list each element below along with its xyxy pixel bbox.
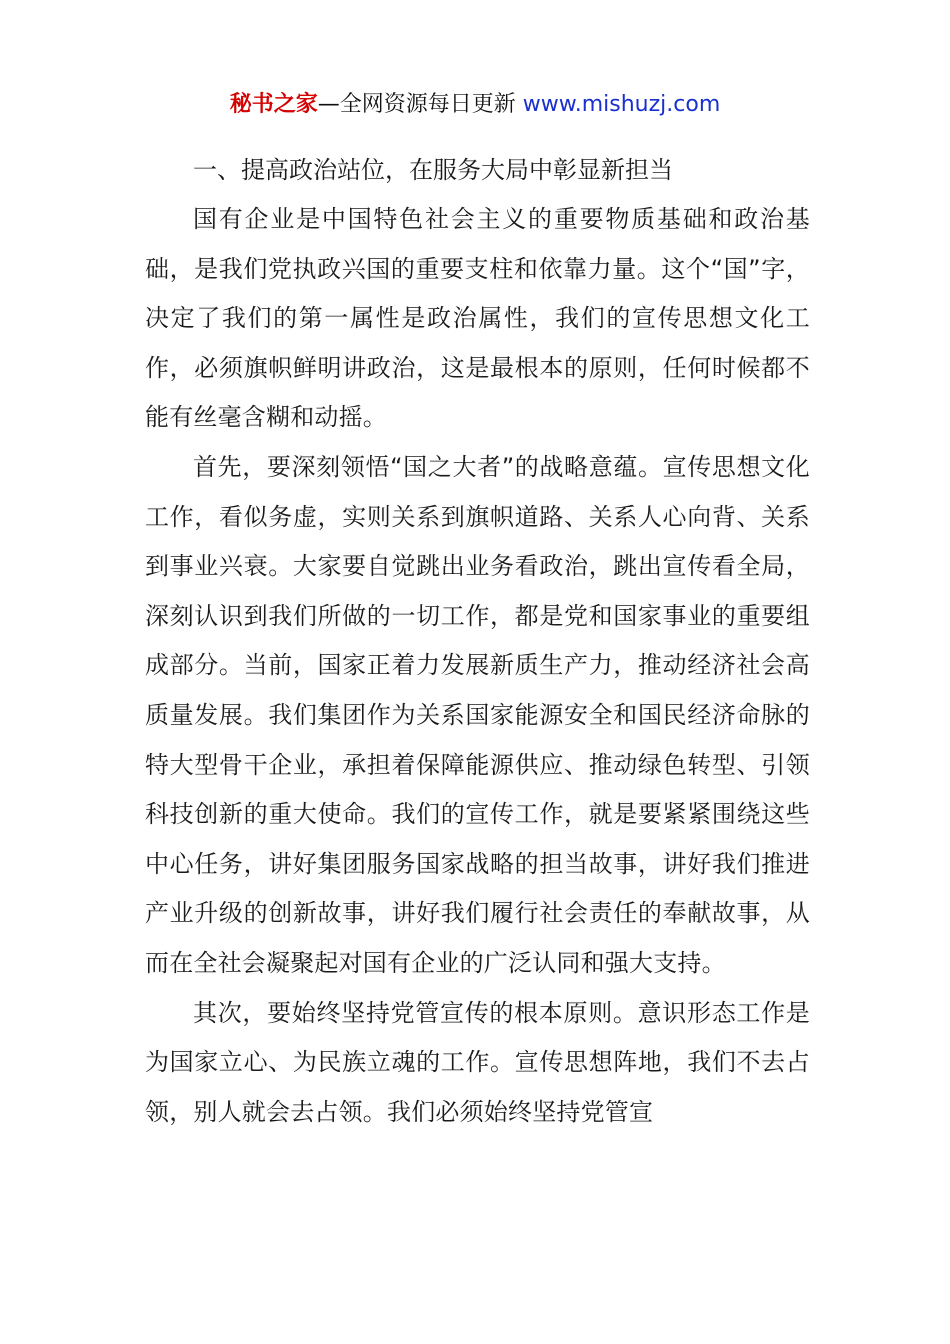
header-tagline: —全网资源每日更新 <box>317 92 516 117</box>
paragraph-1: 国有企业是中国特色社会主义的重要物质基础和政治基础，是我们党执政兴国的重要支柱和依靠力量。这个“国”字，决定了我们的第一属性是政治属性，我们的宣传思想文化工作，必须旗帜鲜明讲政治，这是最根本的原则，任何时候都不能有丝毫含糊和动摇。 <box>145 205 810 432</box>
paragraph-3: 其次，要始终坚持党管宣传的根本原则。意识形态工作是为国家立心、为民族立魂的工作。宣传思想阵地，我们不去占领，别人就会去占领。我们必须始终坚持党管宣 <box>145 998 810 1126</box>
paragraph-2: 首先，要深刻领悟“国之大者”的战略意蕴。宣传思想文化工作，看似务虚，实则关系到旗帜道路、关系人心向背、关系到事业兴衰。大家要自觉跳出业务看政治，跳出宣传看全局，深刻认识到我们所做的一切工作，都是党和国家事业的重要组成部分。当前，国家正着力发展新质生产力，推动经济社会高质量发展。我们集团作为关系国家能源安全和国民经济命脉的特大型骨干企业，承担着保障能源供应、推动绿色转型、引领科技创新的重大使命。我们的宣传工作，就是要紧紧围绕这些中心任务，讲好集团服务国家战略的担当故事，讲好我们推进产业升级的创新故事，讲好我们履行社会责任的奉献故事，从而在全社会凝聚起对国有企业的广泛认同和强大支持。 <box>145 452 810 977</box>
brand-name: 秘书之家 <box>229 92 318 117</box>
site-url-link[interactable]: www.mishuzj.com <box>522 92 721 117</box>
section-heading: 一、提高政治站位，在服务大局中彰显新担当 <box>193 156 673 184</box>
site-header <box>0 88 950 122</box>
document-body <box>145 146 810 1137</box>
